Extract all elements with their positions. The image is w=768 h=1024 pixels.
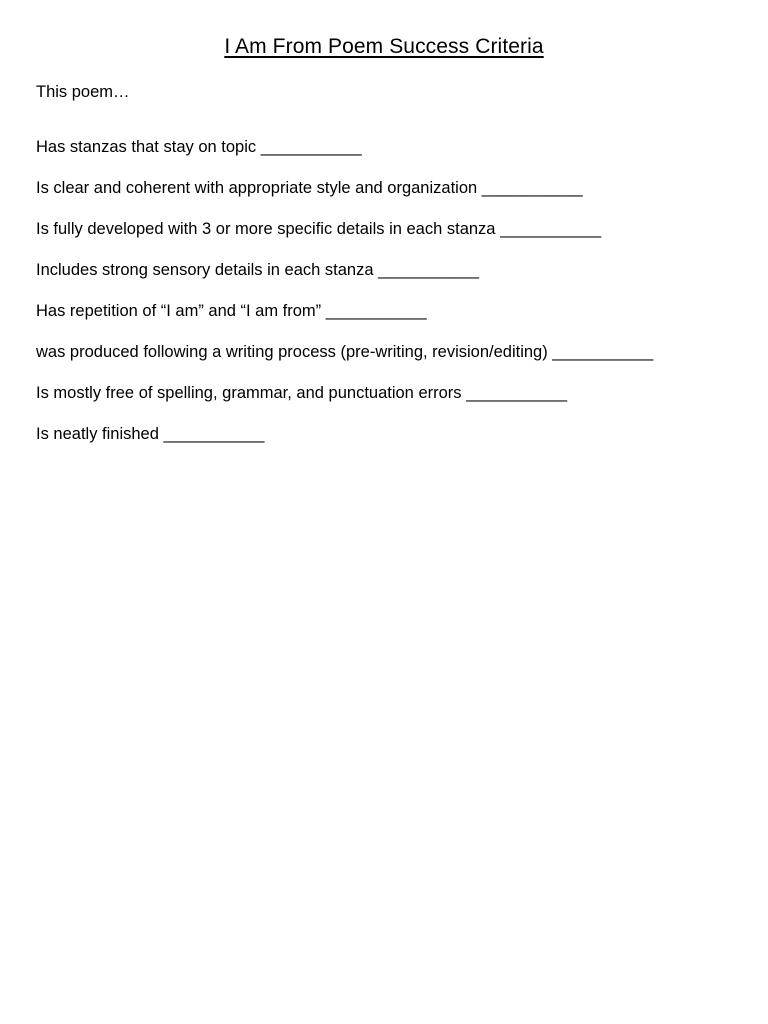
criteria-list	[36, 137, 653, 465]
criteria-item-error-free: Is mostly free of spelling, grammar, and punctuation errors ___________	[36, 384, 568, 402]
criteria-item-fully-developed: Is fully developed with 3 or more specific details in each stanza ___________	[36, 220, 602, 238]
criteria-item-neatly-finished: Is neatly finished ___________	[36, 425, 265, 443]
intro-text: This poem…	[36, 83, 130, 101]
criteria-item-stay-on-topic: Has stanzas that stay on topic ___________	[36, 138, 362, 156]
criteria-item-writing-process: was produced following a writing process (pre-writing, revision/editing) ___________	[36, 343, 654, 361]
criteria-item-sensory-details: Includes strong sensory details in each stanza ___________	[36, 261, 480, 279]
criteria-item-clear-coherent: Is clear and coherent with appropriate style and organization ___________	[36, 179, 583, 197]
criteria-item-repetition: Has repetition of “I am” and “I am from” ___________	[36, 302, 427, 320]
page-title: I Am From Poem Success Criteria	[224, 35, 544, 58]
